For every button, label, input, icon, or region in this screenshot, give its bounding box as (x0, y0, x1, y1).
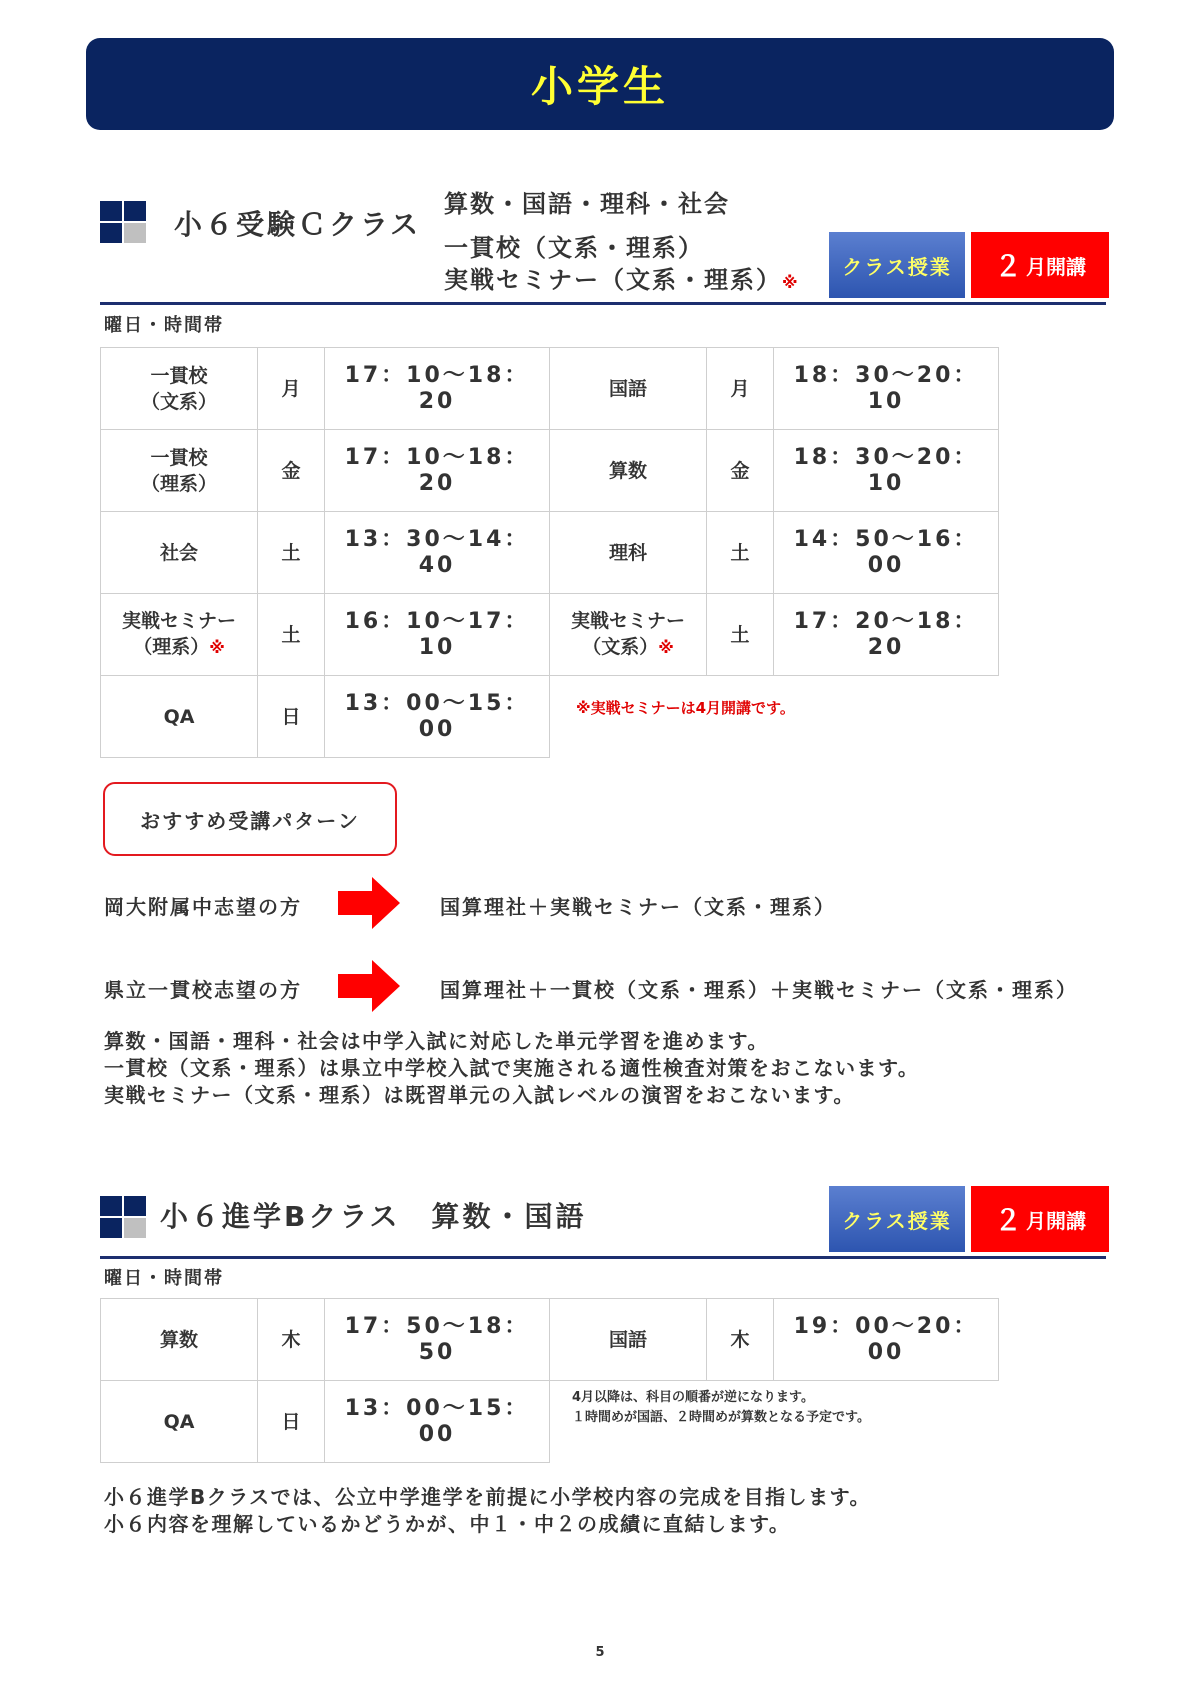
day-cell: 木 (707, 1299, 774, 1381)
day-cell: 月 (258, 348, 325, 430)
section1-schedule-table (100, 347, 999, 758)
subject-cell: QA (101, 676, 258, 758)
subject-cell: 算数 (101, 1299, 258, 1381)
description-line: 小６進学Bクラスでは、公立中学進学を前提に小学校内容の完成を目指します。 (104, 1485, 872, 1509)
description-line: 算数・国語・理科・社会は中学入試に対応した単元学習を進めます。 (104, 1029, 769, 1053)
section1-schedule-label: 曜日・時間帯 (104, 315, 224, 336)
order-note (572, 1388, 870, 1428)
day-cell: 金 (258, 430, 325, 512)
pattern-value-2: 国算理社＋一貫校（文系・理系）＋実戦セミナー（文系・理系） (440, 978, 1078, 1002)
section2-description (104, 1484, 871, 1538)
schedule-row (101, 1299, 999, 1381)
subject-cell: QA (101, 1381, 258, 1463)
description-line: 実戦セミナー（文系・理系）は既習単元の入試レベルの演習をおこないます。 (104, 1083, 855, 1107)
arrow-right-icon (338, 960, 400, 1012)
section1-divider (100, 302, 1106, 305)
pattern-label-1: 岡大附属中志望の方 (104, 895, 302, 919)
page-number: 5 (595, 1645, 605, 1660)
day-cell: 木 (258, 1299, 325, 1381)
recommend-pattern-box: おすすめ受講パターン (103, 782, 397, 856)
class-lesson-badge: クラス授業 (829, 232, 965, 298)
subject-cell: 一貫校 （文系） (101, 348, 258, 430)
time-cell (774, 676, 999, 758)
time-cell: 18：30〜20：10 (774, 348, 999, 430)
day-cell: 金 (707, 430, 774, 512)
start-month-badge: ２ 月開講 (971, 1186, 1109, 1252)
time-cell: 14：50〜16：00 (774, 512, 999, 594)
time-cell: 17：10〜18：20 (325, 430, 550, 512)
subject-cell: 国語 (550, 1299, 707, 1381)
time-cell: 16：10〜17：10 (325, 594, 550, 676)
day-cell: 土 (707, 512, 774, 594)
time-cell: 18：30〜20：10 (774, 430, 999, 512)
section2-divider (100, 1256, 1106, 1259)
section1-title: 小６受験Ｃクラス (174, 208, 422, 241)
time-cell: 17：20〜18：20 (774, 594, 999, 676)
subject-cell: 一貫校 （理系） (101, 430, 258, 512)
subject-cell: 実戦セミナー （理系）※ (101, 594, 258, 676)
time-cell: 19：00〜20：00 (774, 1299, 999, 1381)
time-cell: 17：50〜18：50 (325, 1299, 550, 1381)
subject-cell: 実戦セミナー （文系）※ (550, 594, 707, 676)
order-note-line: １時間めが国語、２時間めが算数となる予定です。 (572, 1410, 870, 1425)
section2-schedule-table (100, 1298, 999, 1463)
section-square-icon (100, 201, 146, 243)
schedule-row (101, 676, 999, 758)
schedule-row (101, 430, 999, 512)
pattern-value-1: 国算理社＋実戦セミナー（文系・理系） (440, 895, 836, 919)
day-cell: 土 (258, 594, 325, 676)
time-cell: 13：00〜15：00 (325, 1381, 550, 1463)
start-month-badge: ２ 月開講 (971, 232, 1109, 298)
schedule-row (101, 348, 999, 430)
page-title: 小学生 (530, 62, 669, 111)
time-cell: 13：00〜15：00 (325, 676, 550, 758)
subject-cell: 理科 (550, 512, 707, 594)
subject-cell: 社会 (101, 512, 258, 594)
pattern-label-2: 県立一貫校志望の方 (104, 978, 302, 1002)
day-cell: 日 (258, 676, 325, 758)
note-mark: ※ (209, 638, 225, 657)
section1-subjects-line3: 実戦セミナー（文系・理系）※ (444, 266, 800, 294)
subject-cell: 算数 (550, 430, 707, 512)
section1-description (104, 1028, 919, 1109)
page-banner (86, 38, 1114, 130)
description-line: 一貫校（文系・理系）は県立中学校入試で実施される適性検査対策をおこないます。 (104, 1056, 920, 1080)
section1-subjects-line2: 一貫校（文系・理系） (444, 234, 704, 262)
class-lesson-badge: クラス授業 (829, 1186, 965, 1252)
seminar-note: ※実戦セミナーは4月開講です。 (576, 699, 795, 717)
section2-schedule-label: 曜日・時間帯 (104, 1268, 224, 1289)
note-mark: ※ (782, 273, 800, 292)
section-square-icon (100, 1196, 146, 1238)
time-cell: 17：10〜18：20 (325, 348, 550, 430)
description-line: 小６内容を理解しているかどうかが、中１・中２の成績に直結します。 (104, 1512, 791, 1536)
day-cell: 日 (258, 1381, 325, 1463)
day-cell: 月 (707, 348, 774, 430)
time-cell: 13：30〜14：40 (325, 512, 550, 594)
schedule-row (101, 594, 999, 676)
schedule-row (101, 512, 999, 594)
note-mark: ※ (658, 638, 674, 657)
section2-title: 小６進学Bクラス 算数・国語 (160, 1200, 587, 1233)
day-cell: 土 (707, 594, 774, 676)
subject-cell: 国語 (550, 348, 707, 430)
section1-subjects-line1: 算数・国語・理科・社会 (444, 190, 730, 218)
order-note-line: 4月以降は、科目の順番が逆になります。 (572, 1390, 815, 1405)
arrow-right-icon (338, 877, 400, 929)
day-cell: 土 (258, 512, 325, 594)
